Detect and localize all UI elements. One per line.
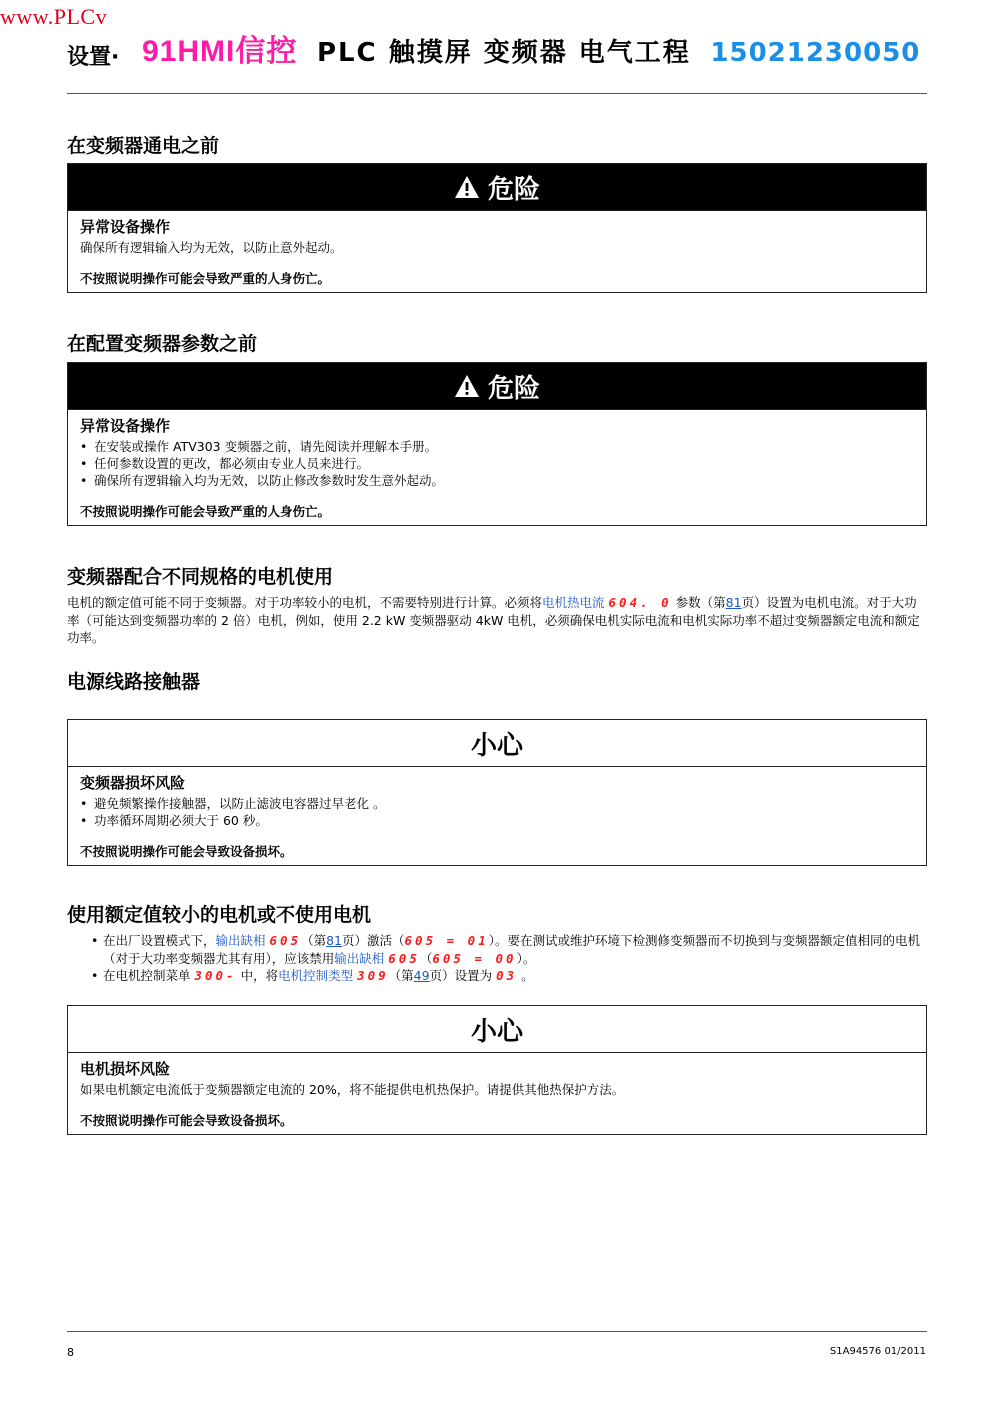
list-item: • 确保所有逻辑输入均为无效，以防止修改参数时发生意外起动。 [80,472,914,489]
param-link-output-phase-loss[interactable]: 输出缺相 [334,950,385,966]
hazard-consequence: 不按照说明操作可能会导致严重的人身伤亡。 [80,504,331,519]
menu-code: 300- [194,968,237,983]
section-title: 变频器配合不同规格的电机使用 [67,566,334,588]
section-title: 在配置变频器参数之前 [67,333,258,355]
section-title: 使用额定值较小的电机或不使用电机 [67,904,372,926]
watermark-phone: 15021230050 [710,38,921,68]
list-item: • 在出厂设置模式下，输出缺相 605（第81页）激活（605 = 01）。要在测试或维护环境下检测修变频器而不切换到与变频器额定值相同的电机（对于大功率变频器尤其有用），应该禁用输出缺相 605（605 = 00）。 [91,932,927,967]
param-code: 605 = 00 [432,950,517,966]
param-link-output-phase-loss[interactable]: 输出缺相 [215,933,266,948]
header-divider [67,93,927,94]
list-item: • 任何参数设置的更改，都必须由专业人员来进行。 [80,455,914,472]
page-header-title: 设置· [67,45,120,70]
param-link-motor-thermal-current[interactable]: 电机热电流 [542,595,605,610]
param-code: 309 [357,968,389,983]
list-item: • 在电机控制菜单 300- 中，将电机控制类型 309（第49页）设置为 03 。 [91,967,927,985]
param-code: 605 = 01 [404,933,489,948]
danger-box-configure [67,362,927,526]
section-line-contactor [67,669,927,695]
section-motor-ratings [67,564,927,647]
hazard-title: 变频器损坏风险 [80,774,186,792]
watermark-url: www.PLCv [0,4,108,29]
caution-label: 小心 [470,730,523,761]
danger-label: 危险 [487,174,540,205]
page-link[interactable]: 81 [725,595,742,610]
caution-header [68,1006,926,1053]
param-code: 03 [496,968,518,983]
section-before-configure [67,331,927,357]
document-reference: S1A94576 01/2011 [829,1346,926,1357]
danger-label: 危险 [487,373,540,404]
hazard-title: 异常设备操作 [80,218,171,236]
warning-triangle-icon [454,175,480,199]
list-item: • 在安装或操作 ATV303 变频器之前，请先阅读并理解本手册。 [80,438,914,455]
section-title: 电源线路接触器 [67,671,201,693]
hazard-title: 异常设备操作 [80,417,171,435]
section-title: 在变频器通电之前 [67,135,220,157]
param-code: 604. 0 [608,595,672,610]
watermark-tail: PLC 触摸屏 变频器 电气工程 [316,38,691,68]
section-paragraph: 电机的额定值可能不同于变频器。对于功率较小的电机，不需要特别进行计算。必须将电机热电流 604. 0 参数（第81页）设置为电机电流。对于大功率（可能达到变频器功率的 2 倍）电机，例如，使用 2.2 kW 变频器驱动 4kW 电机，必须确保电机实际电流和电机实际功率不超过变频器额定电流和额定功率。 [67,595,920,645]
danger-box-power-on [67,163,927,293]
section-small-or-no-motor [67,902,927,985]
page-link[interactable]: 49 [413,968,430,983]
hazard-consequence: 不按照说明操作可能会导致设备损坏。 [80,1113,293,1128]
warning-triangle-icon [454,374,480,398]
hazard-consequence: 不按照说明操作可能会导致设备损坏。 [80,844,293,859]
watermark-brand: 91HMI信控 [142,35,298,68]
hazard-list [80,795,914,829]
footer-divider [67,1331,927,1332]
param-code: 605 [388,950,420,966]
param-code: 605 [269,933,302,948]
page-link[interactable]: 81 [326,933,343,948]
bullet-list [67,932,927,985]
danger-header [68,363,926,410]
caution-header [68,720,926,767]
hazard-text: 如果电机额定电流低于变频器额定电流的 20%，将不能提供电机热保护。请提供其他热保护方法。 [80,1082,625,1097]
list-item: • 避免频繁操作接触器，以防止滤波电容器过早老化 。 [80,795,914,812]
hazard-consequence: 不按照说明操作可能会导致严重的人身伤亡。 [80,271,331,286]
list-item: • 功率循环周期必须大于 60 秒。 [80,812,914,829]
hazard-text: 确保所有逻辑输入均为无效，以防止意外起动。 [80,240,343,255]
caution-box-motor-damage [67,1005,927,1135]
watermark-banner [142,26,920,70]
caution-box-contactor [67,719,927,866]
section-before-power-on [67,133,927,159]
danger-header [68,164,926,211]
hazard-title: 电机损坏风险 [80,1060,171,1078]
param-link-motor-control-type[interactable]: 电机控制类型 [278,968,354,983]
hazard-list [80,438,914,489]
caution-label: 小心 [470,1016,523,1047]
page-number: 8 [67,1346,74,1359]
